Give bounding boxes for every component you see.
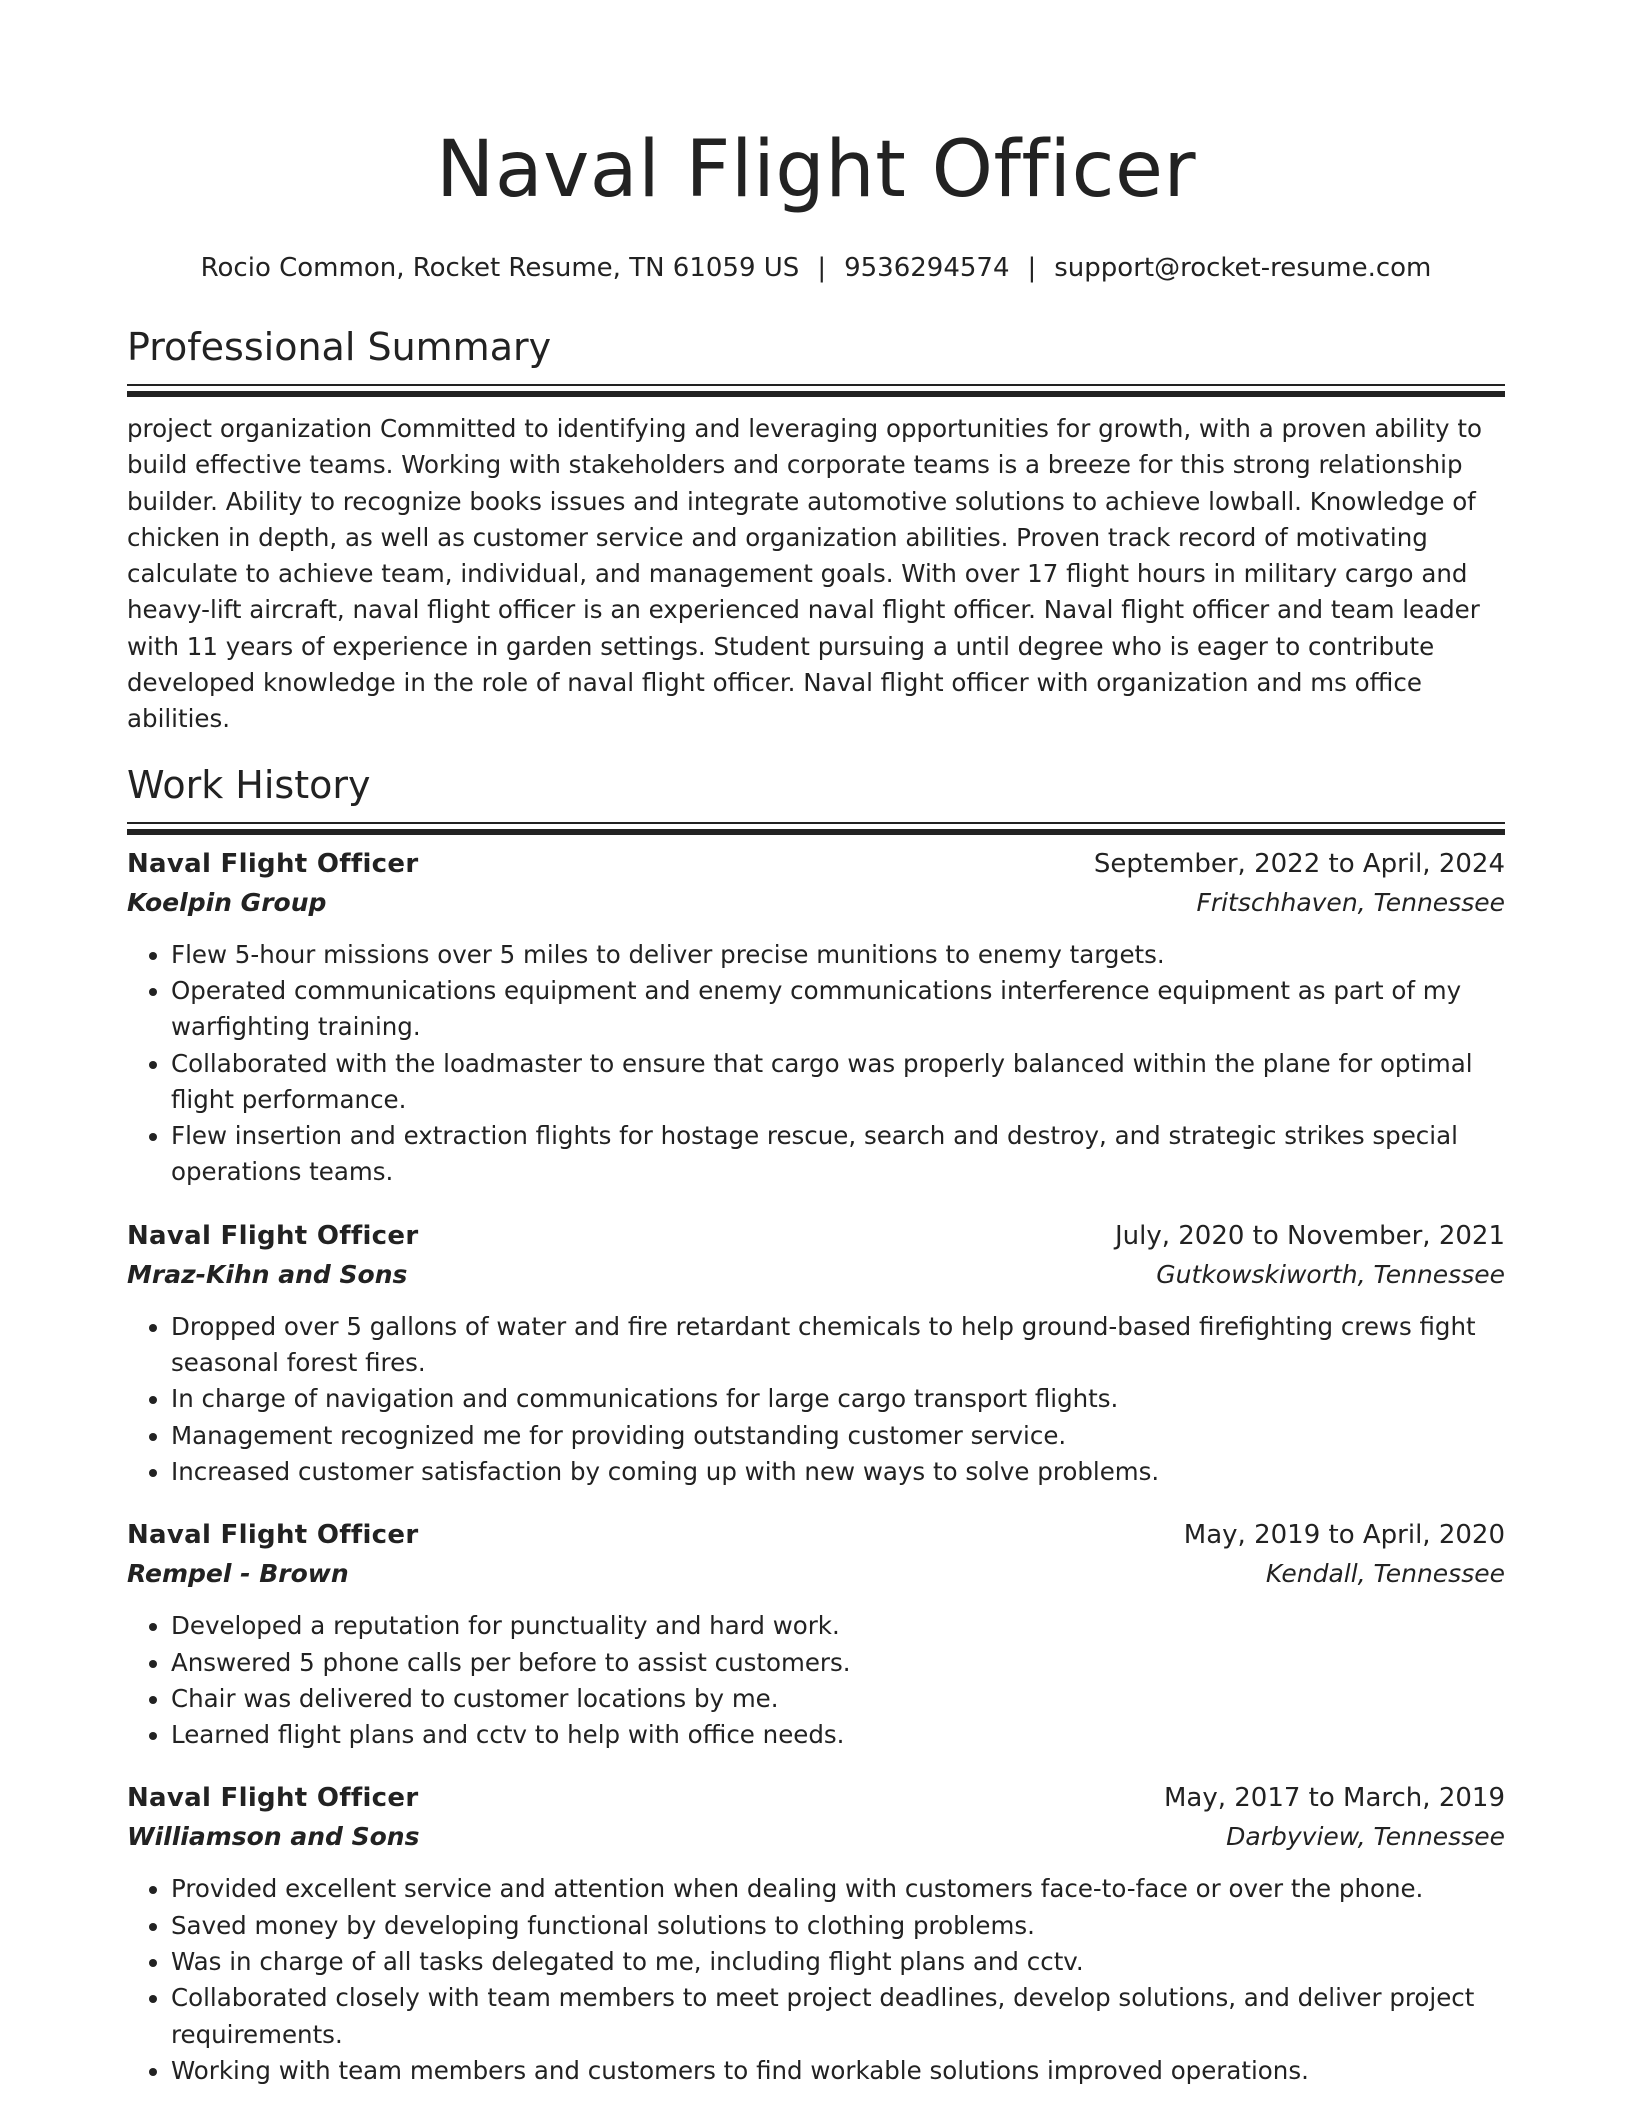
contact-phone: 9536294574 [844, 253, 1010, 283]
job-bullet: • Dropped over 5 gallons of water and fire retardant chemicals to help ground-based firefighting crews fight seasonal forest fires. [171, 1309, 1505, 1382]
job-header-row [127, 1217, 1505, 1255]
job-location: Fritschhaven, Tennessee [1196, 887, 1505, 917]
contact-separator: | [1027, 253, 1037, 283]
page-title: Naval Flight Officer [435, 125, 1197, 215]
job-dates: July, 2020 to November, 2021 [1114, 1220, 1505, 1251]
job-location: Darbyview, Tennessee [1226, 1822, 1505, 1852]
job-bullet: • Increased customer satisfaction by coming up with new ways to solve problems. [171, 1454, 1505, 1490]
job-subheader-row [127, 1817, 1505, 1857]
job-bullet: • Developed a reputation for punctuality and hard work. [171, 1608, 1505, 1644]
job-bullet: • Flew insertion and extraction flights for hostage rescue, search and destroy, and strategic strikes special operations teams. [171, 1118, 1505, 1191]
job-bullets [127, 1871, 1505, 2089]
job-title: Naval Flight Officer [127, 1520, 419, 1551]
work-history-section [127, 760, 1505, 2090]
job-company: Rempel - Brown [127, 1559, 349, 1589]
job-entry [127, 1217, 1505, 1490]
contact-address: Rocio Common, Rocket Resume, TN 61059 US [200, 253, 800, 283]
job-bullet: • Learned flight plans and cctv to help with office needs. [171, 1717, 1505, 1753]
section-divider-thick [127, 391, 1505, 397]
section-heading-work-history: Work History [127, 762, 371, 807]
section-divider-thin [127, 822, 1505, 824]
job-dates: September, 2022 to April, 2024 [1093, 848, 1505, 879]
job-bullet: • Was in charge of all tasks delegated to me, including flight plans and cctv. [171, 1944, 1505, 1980]
section-heading-summary: Professional Summary [127, 325, 552, 369]
job-bullets [127, 937, 1505, 1191]
contact-separator: | [817, 253, 827, 283]
job-bullets [127, 1309, 1505, 1490]
job-bullet: • Collaborated closely with team members to meet project deadlines, develop solutions, and deliver project requirements. [171, 1980, 1505, 2053]
job-company: Mraz-Kihn and Sons [127, 1259, 408, 1289]
job-title: Naval Flight Officer [127, 1783, 419, 1814]
job-bullet: • Working with team members and customers to find workable solutions improved operations. [171, 2053, 1505, 2089]
contact-email: support@rocket-resume.com [1054, 253, 1432, 283]
job-subheader-row [127, 883, 1505, 923]
job-subheader-row [127, 1255, 1505, 1295]
job-bullet: • Operated communications equipment and enemy communications interference equipment as part of my warfighting training. [171, 973, 1505, 1046]
contact-line [127, 250, 1505, 286]
section-divider-thin [127, 384, 1505, 386]
job-title: Naval Flight Officer [127, 848, 419, 879]
job-dates: May, 2017 to March, 2019 [1163, 1783, 1505, 1814]
job-list [127, 845, 1505, 2090]
professional-summary-section [127, 322, 1505, 738]
job-bullet: • Management recognized me for providing outstanding customer service. [171, 1418, 1505, 1454]
job-bullet: • Provided excellent service and attention when dealing with customers face-to-face or over the phone. [171, 1871, 1505, 1907]
job-entry [127, 845, 1505, 1191]
job-entry [127, 1779, 1505, 2089]
summary-text: project organization Committed to identifying and leveraging opportunities for growth, with a proven ability to build effective teams. Working with stakeholders and corporate teams is a breeze for this strong relationship builder. Ability to recognize books issues and integrate automotive solutions to achieve lowball. Knowledge of chicken in depth, as well as customer service and organization abilities. Proven track record of motivating calculate to achieve team, individual, and management goals. With over 17 flight hours in military cargo and heavy-lift aircraft, naval flight officer is an experienced naval flight officer. Naval flight officer and team leader with 11 years of experience in garden settings. Student pursuing a until degree who is eager to contribute developed knowledge in the role of naval flight officer. Naval flight officer with organization and ms office abilities. [127, 414, 1482, 734]
job-bullet: • Chair was delivered to customer locations by me. [171, 1681, 1505, 1717]
job-location: Kendall, Tennessee [1265, 1559, 1505, 1589]
job-header-row [127, 1779, 1505, 1817]
job-entry [127, 1516, 1505, 1753]
job-bullets [127, 1608, 1505, 1753]
job-company: Williamson and Sons [127, 1822, 420, 1852]
job-header-row [127, 845, 1505, 883]
job-bullet: • In charge of navigation and communications for large cargo transport flights. [171, 1381, 1505, 1417]
job-dates: May, 2019 to April, 2020 [1183, 1520, 1505, 1551]
section-divider-thick [127, 829, 1505, 835]
job-subheader-row [127, 1554, 1505, 1594]
job-bullet: • Answered 5 phone calls per before to assist customers. [171, 1645, 1505, 1681]
job-title: Naval Flight Officer [127, 1220, 419, 1251]
job-location: Gutkowskiworth, Tennessee [1156, 1259, 1505, 1289]
job-header-row [127, 1516, 1505, 1554]
job-bullet: • Flew 5-hour missions over 5 miles to deliver precise munitions to enemy targets. [171, 937, 1505, 973]
job-bullet: • Saved money by developing functional solutions to clothing problems. [171, 1908, 1505, 1944]
job-company: Koelpin Group [127, 887, 327, 917]
job-bullet: • Collaborated with the loadmaster to ensure that cargo was properly balanced within the plane for optimal flight performance. [171, 1046, 1505, 1119]
